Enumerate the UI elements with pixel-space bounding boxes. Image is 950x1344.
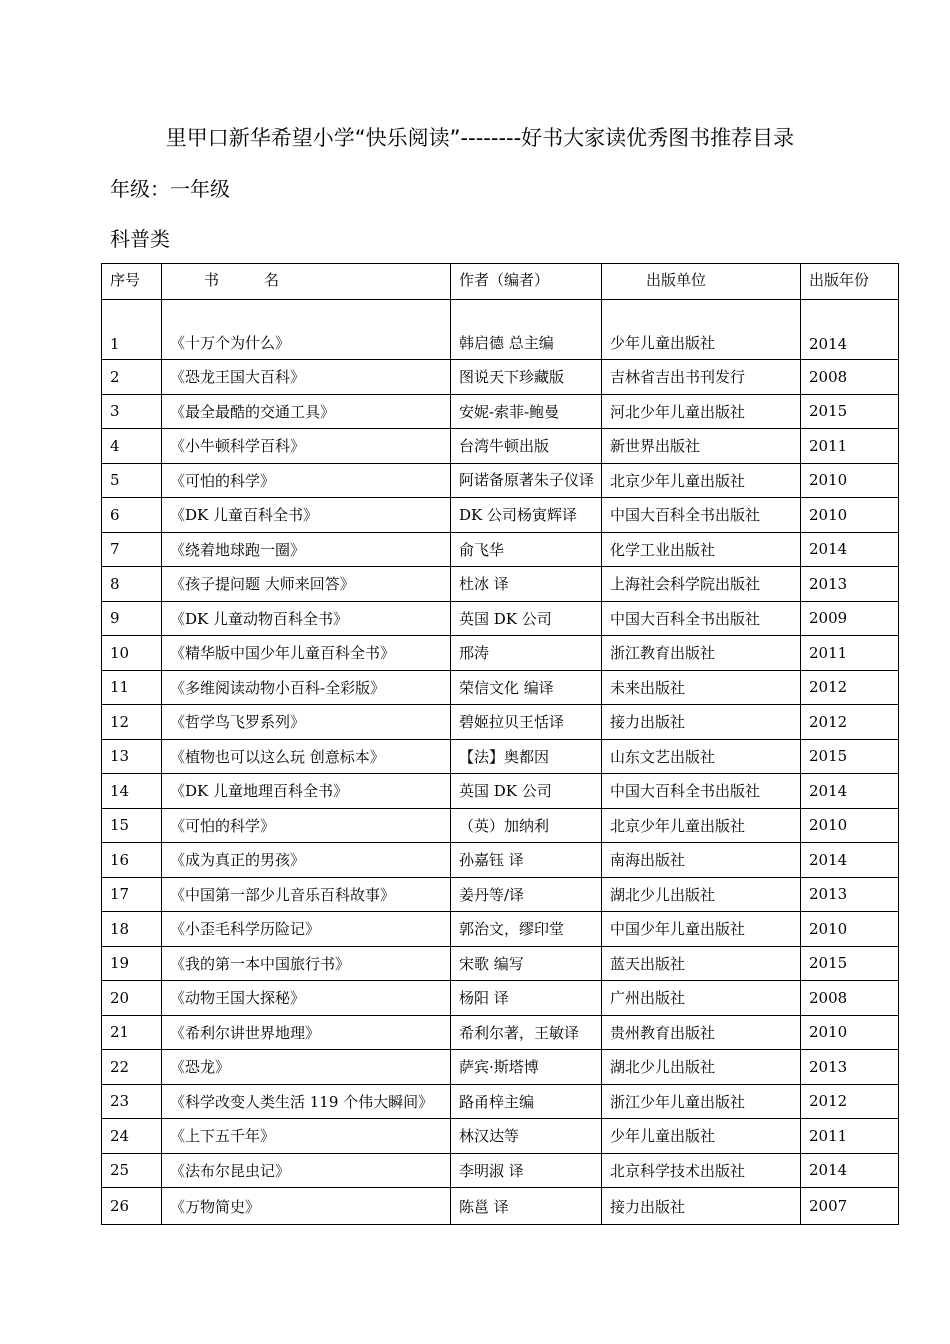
cell-index: 20 xyxy=(102,981,162,1016)
table-row xyxy=(102,670,899,705)
cell-year: 2013 xyxy=(801,567,899,602)
table-row xyxy=(102,705,899,740)
cell-title: 《哲学鸟飞罗系列》 xyxy=(162,705,451,740)
cell-year: 2013 xyxy=(801,1050,899,1085)
cell-index: 1 xyxy=(102,300,162,360)
cell-title: 《我的第一本中国旅行书》 xyxy=(162,946,451,981)
cell-year: 2010 xyxy=(801,1015,899,1050)
table-header xyxy=(102,264,899,300)
cell-index: 10 xyxy=(102,636,162,671)
table-row xyxy=(102,532,899,567)
cell-author: 俞飞华 xyxy=(451,532,602,567)
cell-author: 李明淑 译 xyxy=(451,1153,602,1188)
cell-publisher: 浙江教育出版社 xyxy=(602,636,801,671)
cell-year: 2010 xyxy=(801,912,899,947)
book-list-table xyxy=(101,263,899,1225)
cell-publisher: 中国大百科全书出版社 xyxy=(602,498,801,533)
header-year: 出版年份 xyxy=(801,264,899,300)
cell-year: 2011 xyxy=(801,1119,899,1154)
cell-index: 4 xyxy=(102,429,162,464)
cell-title: 《最全最酷的交通工具》 xyxy=(162,394,451,429)
cell-publisher: 山东文艺出版社 xyxy=(602,739,801,774)
cell-publisher: 接力出版社 xyxy=(602,705,801,740)
header-author: 作者（编者） xyxy=(451,264,602,300)
cell-author: 郭治文，缪印堂 xyxy=(451,912,602,947)
cell-author: 英国 DK 公司 xyxy=(451,601,602,636)
cell-index: 15 xyxy=(102,808,162,843)
cell-author: 碧姬拉贝王恬译 xyxy=(451,705,602,740)
grade-label: 年级：一年级 xyxy=(110,177,230,201)
cell-author: 阿诺备原著朱子仪译 xyxy=(451,463,602,498)
header-index: 序号 xyxy=(102,264,162,300)
table-row xyxy=(102,1050,899,1085)
cell-index: 14 xyxy=(102,774,162,809)
cell-publisher: 接力出版社 xyxy=(602,1188,801,1225)
cell-publisher: 蓝天出版社 xyxy=(602,946,801,981)
cell-title: 《DK 儿童地理百科全书》 xyxy=(162,774,451,809)
cell-title: 《可怕的科学》 xyxy=(162,808,451,843)
cell-author: 陈邕 译 xyxy=(451,1188,602,1225)
cell-publisher: 新世界出版社 xyxy=(602,429,801,464)
cell-index: 5 xyxy=(102,463,162,498)
cell-author: 杜冰 译 xyxy=(451,567,602,602)
cell-author: 路甬梓主编 xyxy=(451,1084,602,1119)
cell-publisher: 贵州教育出版社 xyxy=(602,1015,801,1050)
cell-year: 2014 xyxy=(801,774,899,809)
cell-publisher: 北京少年儿童出版社 xyxy=(602,808,801,843)
cell-publisher: 吉林省吉出书刊发行 xyxy=(602,360,801,395)
cell-author: 希利尔著，王敏译 xyxy=(451,1015,602,1050)
table-row xyxy=(102,601,899,636)
cell-title: 《恐龙王国大百科》 xyxy=(162,360,451,395)
cell-title: 《科学改变人类生活 119 个伟大瞬间》 xyxy=(162,1084,451,1119)
table-row xyxy=(102,808,899,843)
cell-index: 16 xyxy=(102,843,162,878)
cell-index: 25 xyxy=(102,1153,162,1188)
cell-publisher: 湖北少儿出版社 xyxy=(602,1050,801,1085)
cell-year: 2011 xyxy=(801,429,899,464)
table-row xyxy=(102,946,899,981)
cell-year: 2012 xyxy=(801,670,899,705)
table-row xyxy=(102,774,899,809)
cell-index: 26 xyxy=(102,1188,162,1225)
table-row xyxy=(102,981,899,1016)
cell-publisher: 广州出版社 xyxy=(602,981,801,1016)
table-row xyxy=(102,1188,899,1225)
table-row xyxy=(102,912,899,947)
cell-title: 《多维阅读动物小百科-全彩版》 xyxy=(162,670,451,705)
cell-year: 2012 xyxy=(801,1084,899,1119)
table-row xyxy=(102,877,899,912)
cell-index: 2 xyxy=(102,360,162,395)
cell-publisher: 少年儿童出版社 xyxy=(602,1119,801,1154)
cell-title: 《动物王国大探秘》 xyxy=(162,981,451,1016)
cell-author: DK 公司杨寅辉译 xyxy=(451,498,602,533)
table-row xyxy=(102,394,899,429)
cell-publisher: 南海出版社 xyxy=(602,843,801,878)
cell-index: 8 xyxy=(102,567,162,602)
cell-title: 《绕着地球跑一圈》 xyxy=(162,532,451,567)
cell-author: 安妮-索菲-鲍曼 xyxy=(451,394,602,429)
cell-publisher: 中国大百科全书出版社 xyxy=(602,601,801,636)
cell-title: 《精华版中国少年儿童百科全书》 xyxy=(162,636,451,671)
table-row xyxy=(102,498,899,533)
table-row xyxy=(102,429,899,464)
cell-title: 《中国第一部少儿音乐百科故事》 xyxy=(162,877,451,912)
cell-index: 24 xyxy=(102,1119,162,1154)
cell-author: 宋歌 编写 xyxy=(451,946,602,981)
table-row xyxy=(102,843,899,878)
cell-publisher: 上海社会科学院出版社 xyxy=(602,567,801,602)
cell-publisher: 化学工业出版社 xyxy=(602,532,801,567)
cell-index: 12 xyxy=(102,705,162,740)
cell-title: 《法布尔昆虫记》 xyxy=(162,1153,451,1188)
table-row xyxy=(102,360,899,395)
header-publisher: 出版单位 xyxy=(602,264,801,300)
cell-title: 《植物也可以这么玩 创意标本》 xyxy=(162,739,451,774)
table-row xyxy=(102,739,899,774)
cell-year: 2010 xyxy=(801,808,899,843)
cell-index: 18 xyxy=(102,912,162,947)
cell-year: 2008 xyxy=(801,981,899,1016)
cell-title: 《DK 儿童动物百科全书》 xyxy=(162,601,451,636)
cell-publisher: 湖北少儿出版社 xyxy=(602,877,801,912)
cell-year: 2009 xyxy=(801,601,899,636)
cell-year: 2011 xyxy=(801,636,899,671)
table-header-row xyxy=(102,264,899,300)
cell-year: 2015 xyxy=(801,946,899,981)
cell-year: 2013 xyxy=(801,877,899,912)
table-row xyxy=(102,1119,899,1154)
header-title: 书 名 xyxy=(162,264,451,300)
cell-index: 22 xyxy=(102,1050,162,1085)
cell-author: 图说天下珍藏版 xyxy=(451,360,602,395)
cell-index: 13 xyxy=(102,739,162,774)
cell-index: 9 xyxy=(102,601,162,636)
cell-year: 2010 xyxy=(801,463,899,498)
cell-year: 2008 xyxy=(801,360,899,395)
cell-title: 《十万个为什么》 xyxy=(162,300,451,360)
cell-author: 韩启德 总主编 xyxy=(451,300,602,360)
table-row xyxy=(102,300,899,360)
cell-year: 2014 xyxy=(801,1153,899,1188)
cell-publisher: 中国少年儿童出版社 xyxy=(602,912,801,947)
cell-title: 《小牛顿科学百科》 xyxy=(162,429,451,464)
cell-index: 6 xyxy=(102,498,162,533)
cell-author: 邢涛 xyxy=(451,636,602,671)
cell-author: 姜丹等/译 xyxy=(451,877,602,912)
cell-title: 《成为真正的男孩》 xyxy=(162,843,451,878)
cell-publisher: 北京少年儿童出版社 xyxy=(602,463,801,498)
cell-author: 台湾牛顿出版 xyxy=(451,429,602,464)
table-body xyxy=(102,300,899,1225)
cell-publisher: 中国大百科全书出版社 xyxy=(602,774,801,809)
cell-index: 3 xyxy=(102,394,162,429)
table-row xyxy=(102,1153,899,1188)
cell-index: 21 xyxy=(102,1015,162,1050)
cell-title: 《可怕的科学》 xyxy=(162,463,451,498)
cell-title: 《小歪毛科学历险记》 xyxy=(162,912,451,947)
cell-year: 2012 xyxy=(801,705,899,740)
cell-index: 7 xyxy=(102,532,162,567)
cell-title: 《DK 儿童百科全书》 xyxy=(162,498,451,533)
cell-publisher: 北京科学技术出版社 xyxy=(602,1153,801,1188)
cell-author: 杨阳 译 xyxy=(451,981,602,1016)
cell-publisher: 河北少年儿童出版社 xyxy=(602,394,801,429)
cell-year: 2010 xyxy=(801,498,899,533)
cell-title: 《希利尔讲世界地理》 xyxy=(162,1015,451,1050)
cell-title: 《孩子提问题 大师来回答》 xyxy=(162,567,451,602)
table-row xyxy=(102,636,899,671)
cell-title: 《万物简史》 xyxy=(162,1188,451,1225)
cell-year: 2007 xyxy=(801,1188,899,1225)
table-row xyxy=(102,567,899,602)
cell-publisher: 浙江少年儿童出版社 xyxy=(602,1084,801,1119)
cell-year: 2015 xyxy=(801,739,899,774)
cell-author: 林汉达等 xyxy=(451,1119,602,1154)
cell-index: 11 xyxy=(102,670,162,705)
cell-year: 2014 xyxy=(801,843,899,878)
cell-author: 孙嘉钰 译 xyxy=(451,843,602,878)
cell-author: 萨宾·斯塔博 xyxy=(451,1050,602,1085)
cell-index: 23 xyxy=(102,1084,162,1119)
table-row xyxy=(102,1015,899,1050)
table-row xyxy=(102,1084,899,1119)
table-row xyxy=(102,463,899,498)
cell-publisher: 未来出版社 xyxy=(602,670,801,705)
cell-year: 2015 xyxy=(801,394,899,429)
category-label: 科普类 xyxy=(110,227,170,251)
cell-index: 17 xyxy=(102,877,162,912)
cell-author: 【法】奥都因 xyxy=(451,739,602,774)
cell-year: 2014 xyxy=(801,300,899,360)
cell-index: 19 xyxy=(102,946,162,981)
cell-author: （英）加纳利 xyxy=(451,808,602,843)
cell-author: 英国 DK 公司 xyxy=(451,774,602,809)
cell-publisher: 少年儿童出版社 xyxy=(602,300,801,360)
document-title: 里甲口新华希望小学“快乐阅读”--------好书大家读优秀图书推荐目录 xyxy=(165,126,795,150)
cell-year: 2014 xyxy=(801,532,899,567)
cell-title: 《恐龙》 xyxy=(162,1050,451,1085)
cell-title: 《上下五千年》 xyxy=(162,1119,451,1154)
cell-author: 荣信文化 编译 xyxy=(451,670,602,705)
